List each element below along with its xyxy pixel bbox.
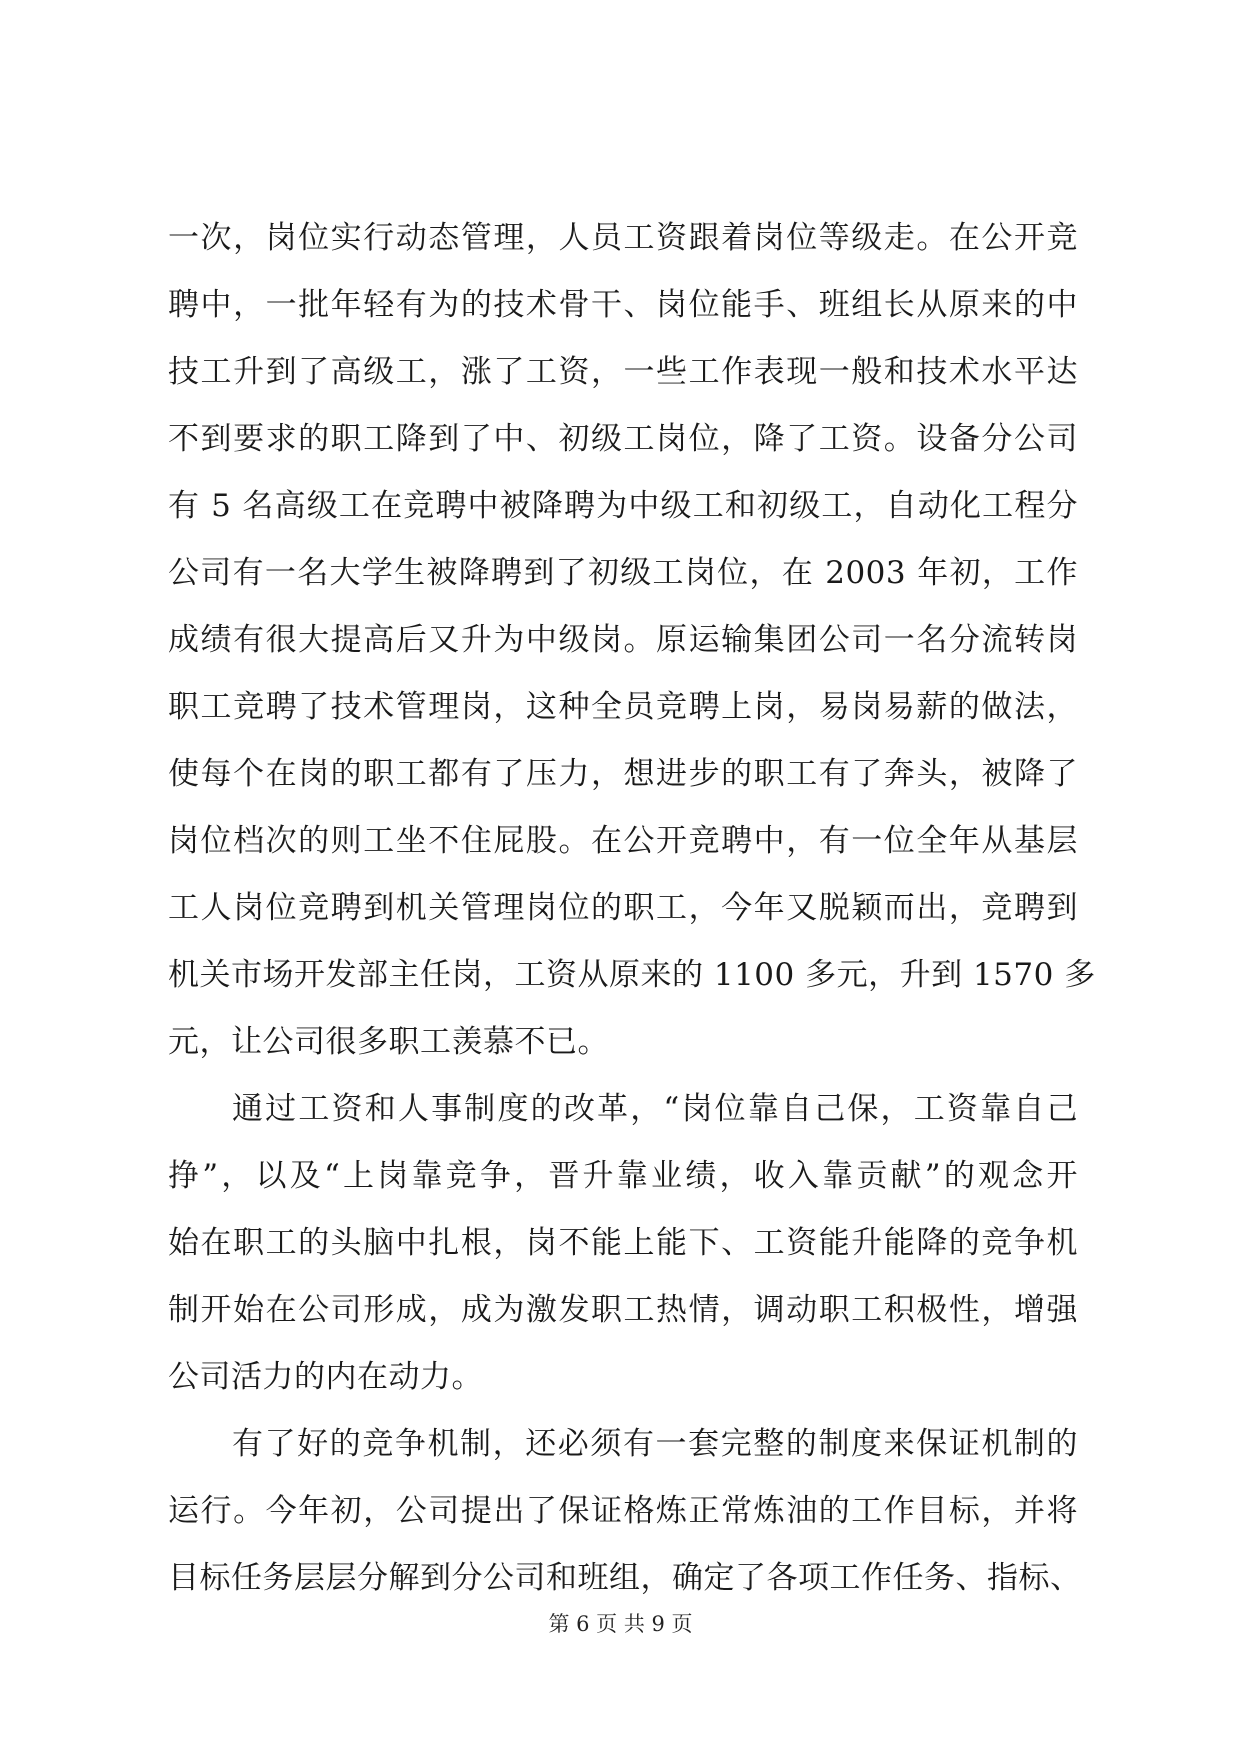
text-line: 元，让公司很多职工羡慕不已。 — [168, 1024, 609, 1060]
text-line: 公司活力的内在动力。 — [168, 1359, 483, 1395]
text-line: 一次，岗位实行动态管理，人员工资跟着岗位等级走。在公开竞 — [168, 220, 1078, 256]
text-line: 公司有一名大学生被降聘到了初级工岗位，在 2003 年初，工作 — [168, 555, 1078, 591]
text-line: 目标任务层层分解到分公司和班组，确定了各项工作任务、指标、 — [168, 1560, 1082, 1596]
text-line: 有 5 名高级工在竞聘中被降聘为中级工和初级工，自动化工程分 — [168, 488, 1078, 524]
text-line: 始在职工的头脑中扎根，岗不能上能下、工资能升能降的竞争机 — [168, 1225, 1078, 1261]
text-line: 运行。今年初，公司提出了保证格炼正常炼油的工作目标，并将 — [168, 1493, 1078, 1529]
text-line: 通过工资和人事制度的改革，“岗位靠自己保，工资靠自己 — [232, 1091, 1078, 1127]
text-line: 机关市场开发部主任岗，工资从原来的 1100 多元，升到 1570 多 — [168, 957, 1096, 993]
text-line: 使每个在岗的职工都有了压力，想进步的职工有了奔头，被降了 — [168, 756, 1078, 792]
text-line: 成绩有很大提高后又升为中级岗。原运输集团公司一名分流转岗 — [168, 622, 1078, 658]
text-line: 不到要求的职工降到了中、初级工岗位，降了工资。设备分公司 — [168, 421, 1078, 457]
text-line: 职工竞聘了技术管理岗，这种全员竞聘上岗，易岗易薪的做法， — [168, 689, 1078, 725]
text-line: 聘中，一批年轻有为的技术骨干、岗位能手、班组长从原来的中 — [168, 287, 1078, 323]
text-line: 岗位档次的则工坐不住屁股。在公开竞聘中，有一位全年从基层 — [168, 823, 1078, 859]
page-number-footer: 第 6 页 共 9 页 — [548, 1612, 693, 1636]
text-line: 工人岗位竞聘到机关管理岗位的职工，今年又脱颖而出，竞聘到 — [168, 890, 1078, 926]
text-line: 有了好的竞争机制，还必须有一套完整的制度来保证机制的 — [232, 1426, 1078, 1462]
text-line: 挣”，以及“上岗靠竞争，晋升靠业绩，收入靠贡献”的观念开 — [168, 1158, 1078, 1194]
body-text — [168, 205, 1096, 1612]
text-line: 技工升到了高级工，涨了工资，一些工作表现一般和技术水平达 — [168, 354, 1078, 390]
text-line: 制开始在公司形成，成为激发职工热情，调动职工积极性，增强 — [168, 1292, 1078, 1328]
